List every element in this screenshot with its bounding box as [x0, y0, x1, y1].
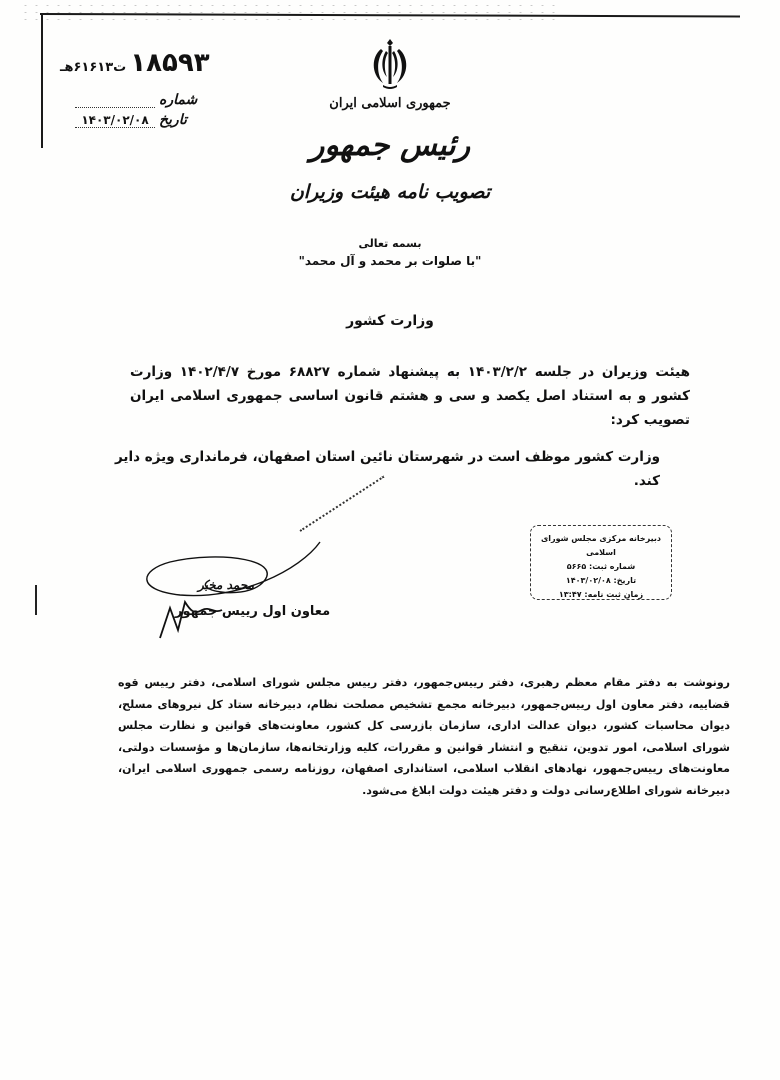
date-value: ۱۴۰۳/۰۲/۰۸: [75, 113, 155, 128]
resolution-preamble: هیئت وزیران در جلسه ۱۴۰۳/۲/۲ به پیشنهاد شماره ۶۸۸۲۷ مورخ ۱۴۰۲/۴/۷ وزارت کشور و به استناد اصل یکصد و سی و هشتم قانون اساسی جمهوری اسلامی ایران تصویب کرد:: [130, 364, 690, 428]
scan-noise: [20, 2, 560, 20]
salawat: "با صلوات بر محمد و آل محمد": [298, 254, 482, 268]
president-title: رئیس جمهور: [309, 128, 471, 163]
iran-emblem-icon: [367, 37, 413, 91]
number-field: [75, 92, 197, 108]
signatory-title: معاون اول رییس جمهور: [175, 604, 331, 619]
carbon-copy-list: رونوشت به دفتر مقام معظم رهبری، دفتر رییس‌جمهور، دفتر رییس مجلس شورای اسلامی، دفتر رییس قوه قضاییه، دفتر معاون اول رییس‌جمهور، دبیرخانه مجمع تشخیص مصلحت نظام، دبیرخانه ستاد کل نیروهای مسلح، دیوان محاسبات کشور، دیوان عدالت اداری، سازمان بازرسی کل کشور، معاونت‌های قوانین و نظارت مجلس شورای اسلامی، امور تدوین، تنقیح و انتشار قوانین و مقررات، کلیه وزارتخانه‌ها، سازمان‌ها و مؤسسات دولتی، معاونت‌های رییس‌جمهور، نهادهای انقلاب اسلامی، استانداری اصفهان، روزنامه رسمی جمهوری اسلامی ایران، دبیرخانه شورای اطلاع‌رسانی دولت و دفتر هیئت دولت ابلاغ می‌شود.: [118, 676, 730, 797]
stamp-date: تاریخ: ۱۴۰۳/۰۲/۰۸: [565, 576, 637, 585]
number-value: [75, 107, 155, 108]
stamp-registration-number: شماره ثبت: ۵۶۶۵: [566, 562, 636, 571]
date-label: تاریخ: [159, 112, 187, 128]
resolution-text: وزارت کشور موظف است در شهرستان نائین استان اصفهان، فرمانداری ویژه دایر کند.: [115, 449, 660, 489]
stamp-office: دبیرخانه مرکزی مجلس شورای اسلامی: [540, 534, 662, 557]
letter-number-suffix: ت۶۱۶۱۳هـ: [60, 60, 127, 75]
number-label: شماره: [159, 92, 198, 108]
cabinet-resolution-title: تصویب نامه هیئت وزیران: [289, 181, 491, 203]
stamp-time: زمان ثبت نامه: ۱۳:۴۷: [558, 590, 644, 599]
republic-title: جمهوری اسلامی ایران: [329, 96, 451, 111]
margin-mark: [35, 585, 37, 615]
border-line-left: [41, 13, 43, 148]
reference-number: [60, 48, 230, 78]
addressee: وزارت کشور: [346, 313, 434, 329]
bismillah: بسمه تعالی: [358, 237, 422, 250]
date-field: [75, 112, 187, 128]
signatory-name: محمد مخبر: [198, 578, 255, 592]
registration-stamp: [530, 525, 672, 600]
letter-number: ۱۸۵۹۳: [130, 48, 210, 78]
